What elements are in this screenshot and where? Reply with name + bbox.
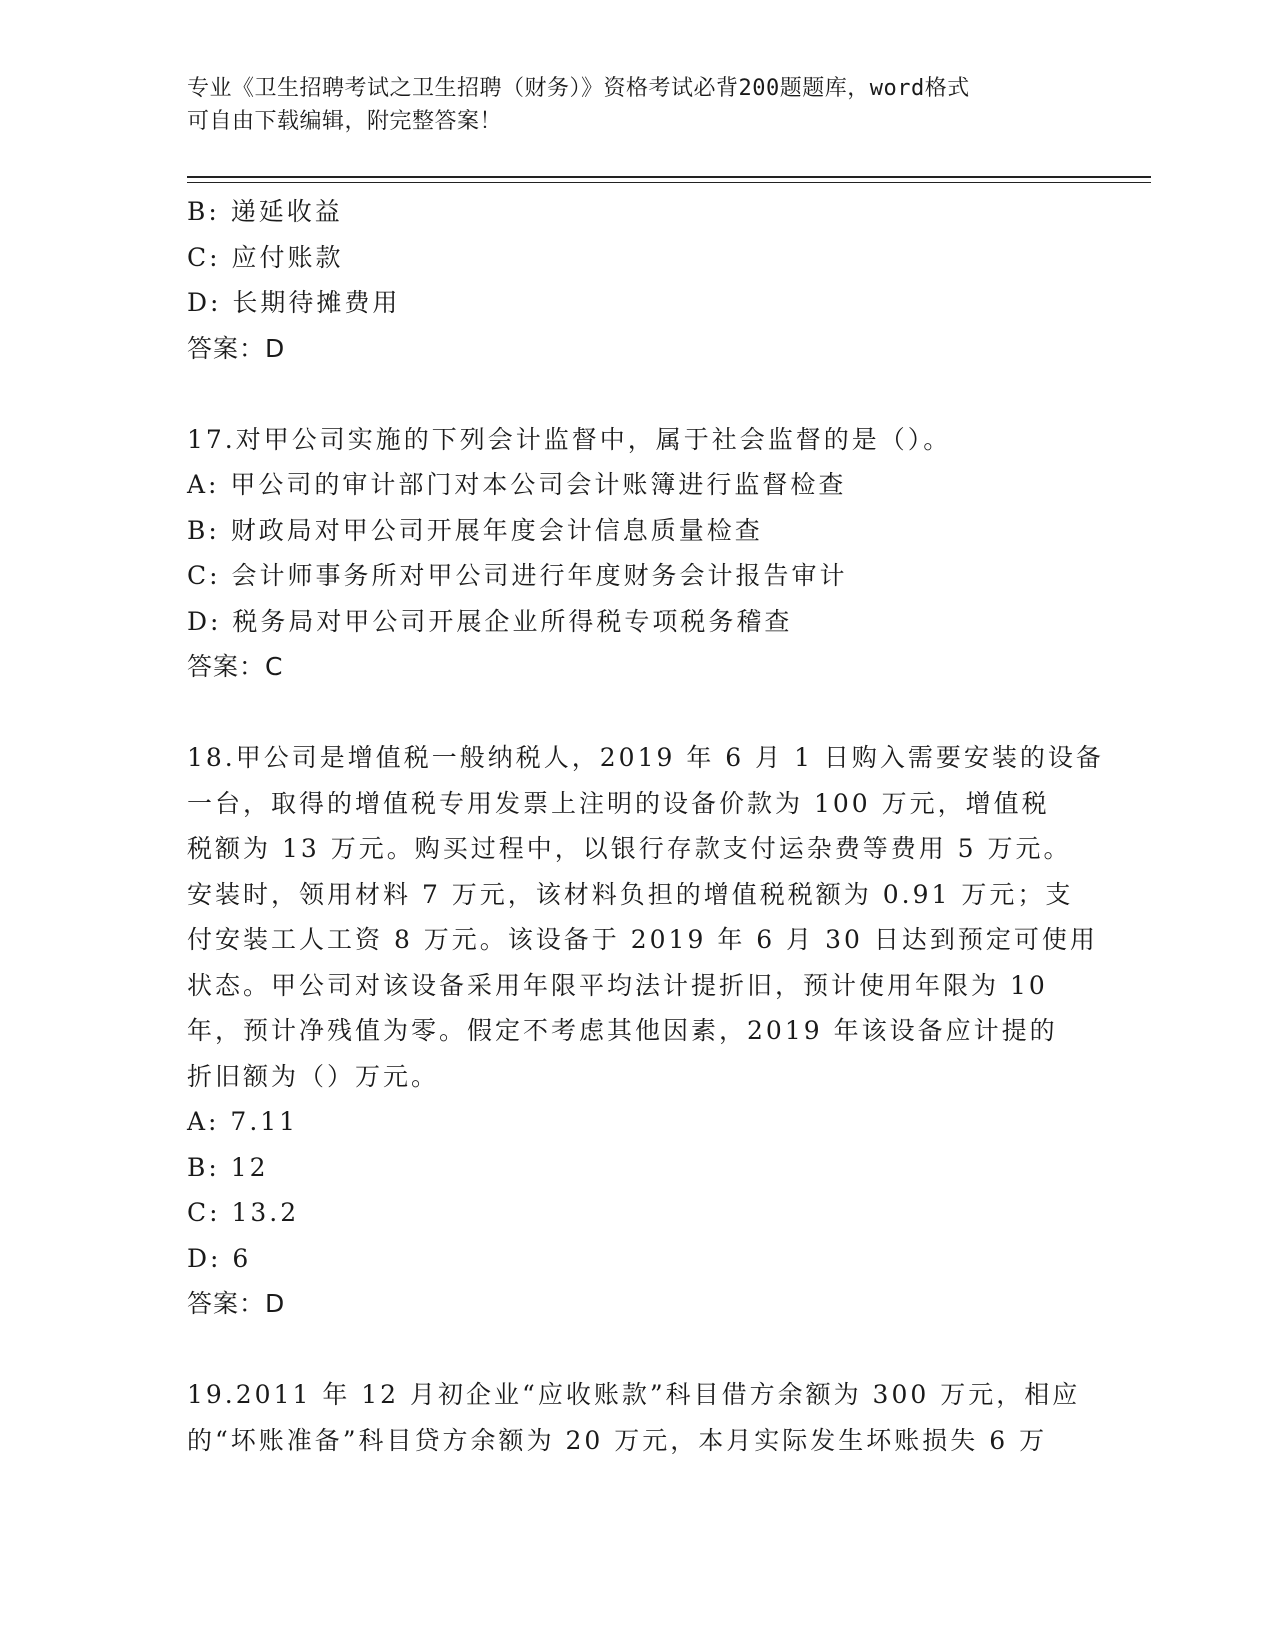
option-b: B: 12: [187, 1152, 269, 1182]
document-body: [187, 189, 1104, 1463]
option-c: C: 会计师事务所对甲公司进行年度财务会计报告审计: [187, 561, 848, 590]
question-stem-line: 状态。甲公司对该设备采用年限平均法计提折旧，预计使用年限为 10: [187, 970, 1048, 1000]
question-stem-line: 折旧额为（）万元。: [187, 1061, 440, 1091]
question-spacer: [187, 1327, 1087, 1373]
question-stem: 17.对甲公司实施的下列会计监督中，属于社会监督的是（）。: [187, 424, 952, 454]
question-stem-line: 付安装工人工资 8 万元。该设备于 2019 年 6 月 30 日达到预定可使用: [187, 925, 1098, 954]
question-stem-line: 安装时，领用材料 7 万元，该材料负担的增值税税额为 0.91 万元；支: [187, 879, 1074, 909]
question-stem-line: 税额为 13 万元。购买过程中，以银行存款支付运杂费等费用 5 万元。: [187, 834, 1072, 863]
answer-line: 答案：D: [187, 1289, 286, 1318]
header-divider-thick: [187, 176, 1151, 178]
question-17: [187, 417, 1087, 690]
answer-line: 答案：D: [187, 333, 286, 363]
option-c: C: 13.2: [187, 1198, 300, 1227]
question-stem-line: 18.甲公司是增值税一般纳税人，2019 年 6 月 1 日购入需要安装的设备: [187, 743, 1104, 772]
question-16-tail: [187, 189, 1087, 371]
option-d: D: 6: [187, 1243, 252, 1273]
question-stem-line: 年，预计净残值为零。假定不考虑其他因素，2019 年该设备应计提的: [187, 1016, 1058, 1045]
question-18: [187, 735, 1104, 1327]
option-c: C: 应付账款: [187, 242, 344, 272]
question-19: [187, 1372, 1087, 1463]
header-line-2: 可自由下载编辑，附完整答案！: [187, 109, 503, 134]
question-stem-line: 的“坏账准备”科目贷方余额为 20 万元，本月实际发生坏账损失 6 万: [187, 1425, 1048, 1455]
question-stem-line: 一台，取得的增值税专用发票上注明的设备价款为 100 万元，增值税: [187, 788, 1050, 818]
option-b: B: 递延收益: [187, 197, 343, 226]
question-stem-line: 19.2011 年 12 月初企业“应收账款”科目借方余额为 300 万元，相应: [187, 1380, 1081, 1409]
option-a: A: 7.11: [187, 1107, 299, 1136]
question-spacer: [187, 690, 1087, 736]
header-divider-thin: [187, 182, 1151, 183]
option-d: D: 税务局对甲公司开展企业所得税专项税务稽查: [187, 606, 793, 636]
document-header: [187, 72, 1067, 138]
header-line-1: 专业《卫生招聘考试之卫生招聘（财务）》资格考试必背200题题库，word格式: [187, 76, 970, 101]
option-a: A: 甲公司的审计部门对本公司会计账簿进行监督检查: [187, 470, 847, 499]
question-spacer: [187, 371, 1087, 417]
option-d: D: 长期待摊费用: [187, 288, 401, 317]
option-b: B: 财政局对甲公司开展年度会计信息质量检查: [187, 515, 763, 545]
answer-line: 答案：C: [187, 652, 284, 681]
